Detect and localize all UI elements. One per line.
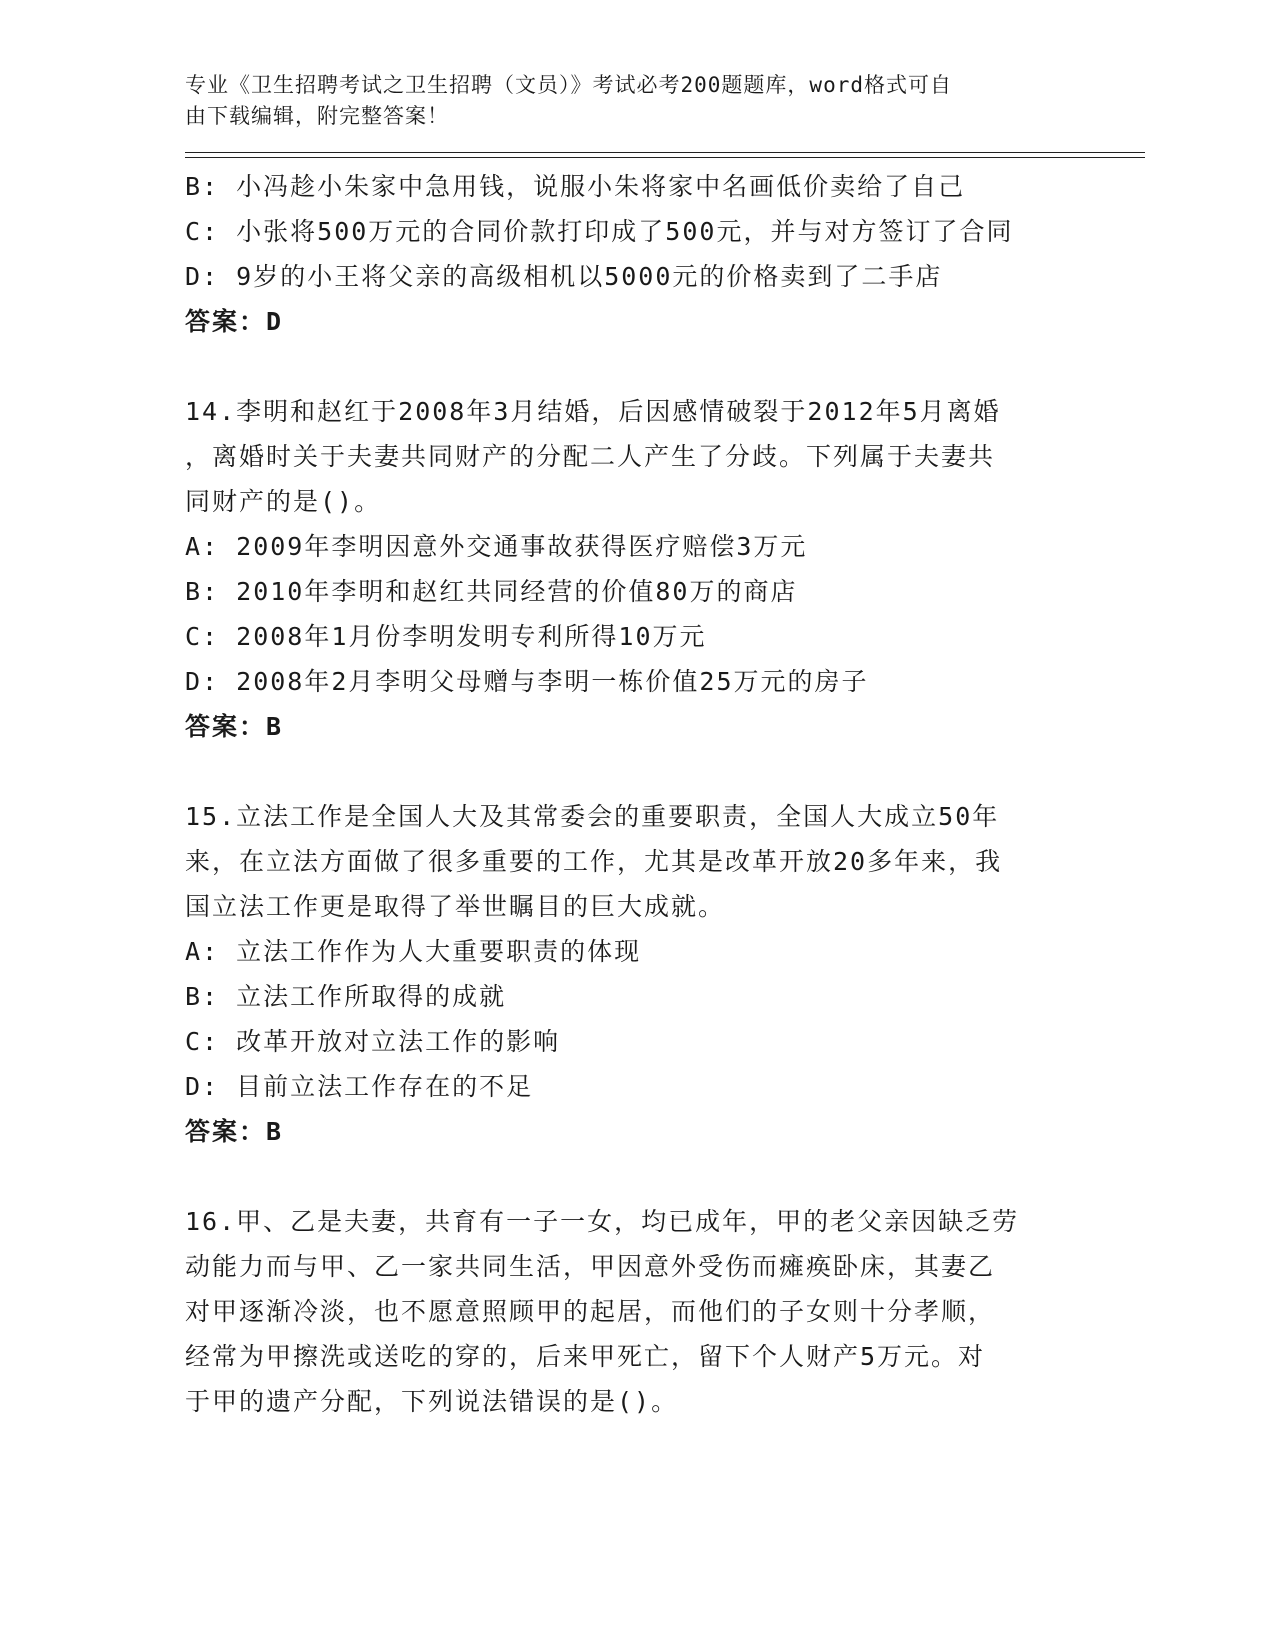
stem-line: ，离婚时关于夫妻共同财产的分配二人产生了分歧。下列属于夫妻共	[185, 442, 996, 471]
answer: 答案：D	[185, 307, 284, 336]
stem-line: 国立法工作更是取得了举世瞩目的巨大成就。	[185, 892, 726, 921]
stem-line: 经常为甲擦洗或送吃的穿的，后来甲死亡，留下个人财产5万元。对	[185, 1342, 986, 1371]
spacer	[185, 749, 1105, 794]
header-line-2: 由下载编辑，附完整答案！	[185, 104, 449, 128]
option-d: D: 2008年2月李明父母赠与李明一栋价值25万元的房子	[185, 667, 869, 696]
spacer	[185, 344, 1105, 389]
document-page	[185, 70, 1105, 1424]
spacer	[185, 1154, 1105, 1199]
option-c: C: 改革开放对立法工作的影响	[185, 1027, 561, 1056]
question-stem	[185, 1199, 1105, 1424]
answer: 答案：B	[185, 1117, 284, 1146]
stem-line: 对甲逐渐冷淡，也不愿意照顾甲的起居，而他们的子女则十分孝顺，	[185, 1297, 996, 1326]
document-body	[185, 164, 1105, 1424]
option-a: A: 立法工作作为人大重要职责的体现	[185, 937, 642, 966]
question-13	[185, 164, 1105, 344]
stem-line: 动能力而与甲、乙一家共同生活，甲因意外受伤而瘫痪卧床，其妻乙	[185, 1252, 996, 1281]
header-rule	[185, 152, 1145, 158]
option-b: B: 2010年李明和赵红共同经营的价值80万的商店	[185, 577, 798, 606]
answer: 答案：B	[185, 712, 284, 741]
stem-line: 14.李明和赵红于2008年3月结婚，后因感情破裂于2012年5月离婚	[185, 397, 1001, 426]
stem-line: 16.甲、乙是夫妻，共育有一子一女，均已成年，甲的老父亲因缺乏劳	[185, 1207, 1020, 1236]
option-d: D: 目前立法工作存在的不足	[185, 1072, 534, 1101]
stem-line: 来，在立法方面做了很多重要的工作，尤其是改革开放20多年来，我	[185, 847, 1003, 876]
header-rule-line-bottom	[185, 157, 1145, 158]
question-15	[185, 794, 1105, 1154]
stem-line: 同财产的是()。	[185, 487, 382, 516]
option-b: B: 立法工作所取得的成就	[185, 982, 507, 1011]
question-16	[185, 1199, 1105, 1424]
option-a: A: 2009年李明因意外交通事故获得医疗赔偿3万元	[185, 532, 808, 561]
document-header	[185, 70, 1065, 132]
option-c: C: 小张将500万元的合同价款打印成了500元，并与对方签订了合同	[185, 217, 1014, 246]
question-stem	[185, 794, 1105, 929]
question-stem	[185, 389, 1105, 524]
option-c: C: 2008年1月份李明发明专利所得10万元	[185, 622, 707, 651]
header-line-1: 专业《卫生招聘考试之卫生招聘（文员）》考试必考200题题库，word格式可自	[185, 73, 952, 97]
question-14	[185, 389, 1105, 749]
stem-line: 于甲的遗产分配，下列说法错误的是()。	[185, 1387, 679, 1416]
option-d: D: 9岁的小王将父亲的高级相机以5000元的价格卖到了二手店	[185, 262, 943, 291]
stem-line: 15.立法工作是全国人大及其常委会的重要职责，全国人大成立50年	[185, 802, 1000, 831]
header-rule-line-top	[185, 152, 1145, 153]
option-b: B: 小冯趁小朱家中急用钱，说服小朱将家中名画低价卖给了自己	[185, 172, 966, 201]
